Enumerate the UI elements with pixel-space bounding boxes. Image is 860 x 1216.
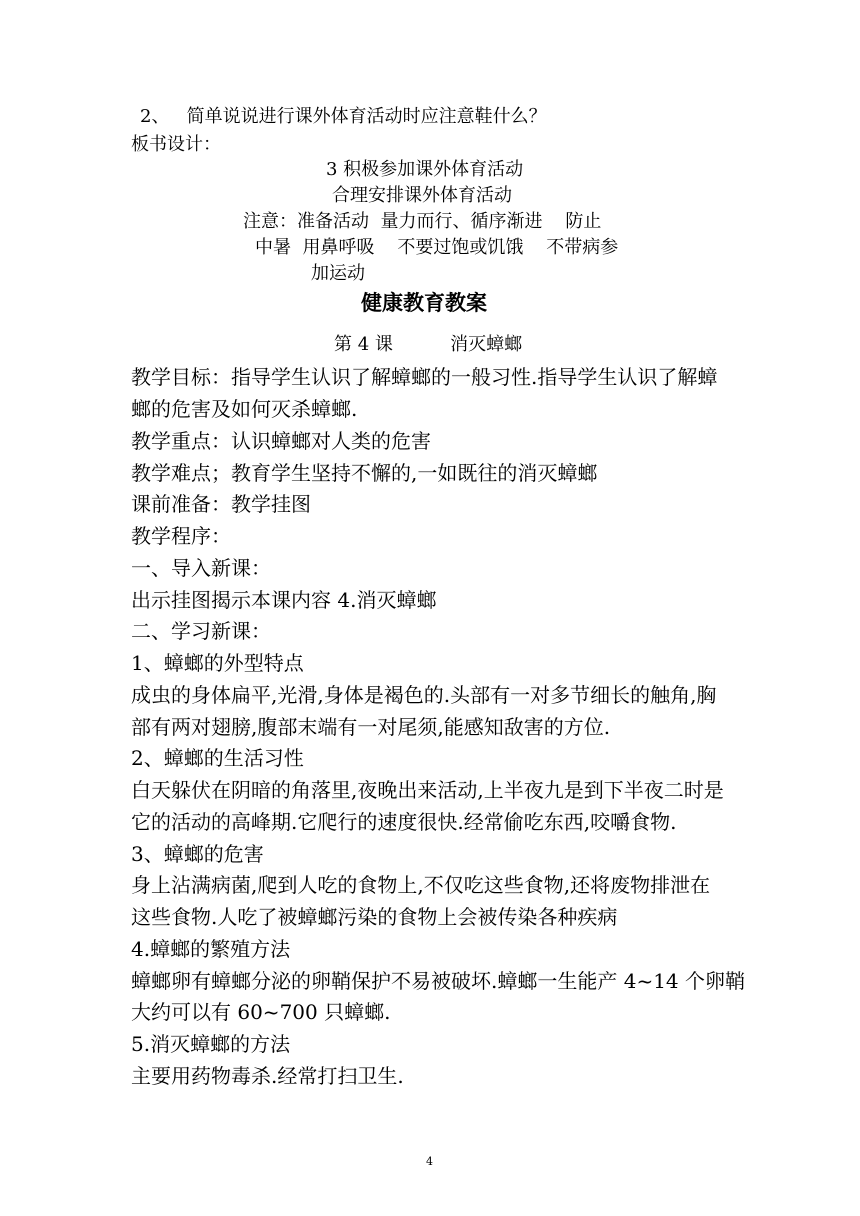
lesson-heading: 第 4 课 消灭蟑螂	[334, 334, 523, 355]
body-line-11: 成虫的身体扁平,光滑,身体是褐色的.头部有一对多节细长的触角,胸	[131, 683, 717, 707]
body-line-7: 一、导入新课：	[131, 556, 271, 580]
body-line-18: 这些食物.人吃了被蟑螂污染的食物上会被传染各种疾病	[131, 905, 618, 929]
body-line-9: 二、学习新课：	[131, 619, 271, 643]
body-line-15: 它的活动的高峰期.它爬行的速度很快.经常偷吃东西,咬嚼食物.	[131, 810, 677, 834]
body-line-2: 螂的危害及如何灭杀蟑螂.	[131, 397, 358, 421]
document-title: 健康教育教案	[361, 291, 487, 315]
question-2: 2、 简单说说进行课外体育活动时应注意鞋什么？	[140, 106, 547, 127]
body-line-10: 1、蟑螂的外型特点	[131, 651, 304, 675]
body-line-6: 教学程序：	[131, 524, 231, 548]
body-line-14: 白天躲伏在阴暗的角落里,夜晚出来活动,上半夜九是到下半夜二时是	[131, 778, 724, 802]
body-line-8: 出示挂图揭示本课内容 4.消灭蟑螂	[131, 588, 437, 612]
body-line-4: 教学难点；教育学生坚持不懈的,一如既往的消灭蟑螂	[131, 461, 598, 485]
board-line-3: 注意：准备活动 量力而行、循序渐进 防止	[243, 211, 602, 232]
body-line-17: 身上沾满病菌,爬到人吃的食物上,不仅吃这些食物,还将废物排泄在	[131, 873, 711, 897]
body-line-5: 课前准备：教学挂图	[131, 492, 311, 516]
body-line-1: 教学目标：指导学生认识了解蟑螂的一般习性.指导学生认识了解蟑	[131, 365, 718, 389]
page-number: 4	[426, 1155, 433, 1168]
body-line-19: 4.蟑螂的繁殖方法	[131, 937, 291, 961]
body-line-3: 教学重点：认识蟑螂对人类的危害	[131, 429, 431, 453]
body-line-20: 蟑螂卵有蟑螂分泌的卵鞘保护不易被破坏.蟑螂一生能产 4~14 个卵鞘	[131, 969, 746, 993]
body-line-13: 2、蟑螂的生活习性	[131, 746, 304, 770]
body-line-16: 3、蟑螂的危害	[131, 842, 264, 866]
board-design-heading: 板书设计：	[131, 134, 221, 155]
board-line-4: 中暑 用鼻呼吸 不要过饱或饥饿 不带病参	[255, 237, 619, 258]
board-line-2: 合理安排课外体育活动	[332, 185, 512, 206]
body-line-23: 主要用药物毒杀.经常打扫卫生.	[131, 1064, 404, 1088]
body-line-22: 5.消灭蟑螂的方法	[131, 1032, 291, 1056]
board-line-1: 3 积极参加课外体育活动	[326, 159, 524, 180]
body-line-12: 部有两对翅膀,腹部末端有一对尾须,能感知敌害的方位.	[131, 715, 611, 739]
board-line-5: 加运动	[311, 263, 365, 284]
body-line-21: 大约可以有 60~700 只蟑螂.	[131, 1000, 391, 1024]
